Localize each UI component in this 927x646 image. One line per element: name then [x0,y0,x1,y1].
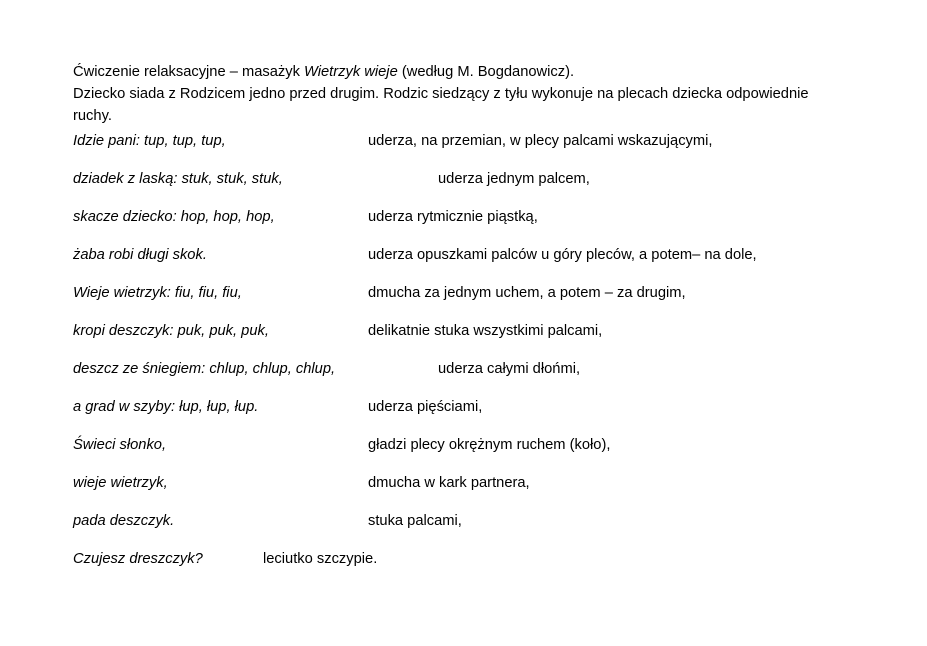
verse-action: uderza pięściami, [368,398,483,415]
verse-action: uderza rytmicznie piąstką, [368,208,538,225]
intro-line-2: Dziecko siada z Rodzicem jedno przed drugim. Rodzic siedzący z tyłu wykonuje na plecach dziecka odpowiednie ruchy. [73,86,809,124]
verse-action: uderza całymi dłońmi, [438,360,581,377]
intro-block [73,62,855,127]
intro-line-1-suffix: (według M. Bogdanowicz). [397,64,575,80]
intro-line-1 [73,62,855,83]
verse-row [73,285,855,301]
verse-row [73,133,855,149]
verse-chant: żaba robi długi skok. [73,246,207,263]
verse-chant: deszcz ze śniegiem: chlup, chlup, chlup, [73,360,336,377]
verse-action: delikatnie stuka wszystkimi palcami, [368,322,603,339]
verse-chant: pada deszczyk. [73,512,175,529]
verse-action: gładzi plecy okrężnym ruchem (koło), [368,436,611,453]
verse-chant: Czujesz dreszczyk? [73,550,203,567]
verse-chant: skacze dziecko: hop, hop, hop, [73,208,275,225]
verse-action: uderza jednym palcem, [438,170,590,187]
verse-chant: Świeci słonko, [73,436,167,453]
verse-row [73,513,855,529]
verse-action: stuka palcami, [368,512,462,529]
verse-chant: wieje wietrzyk, [73,474,168,491]
massage-title: Wietrzyk wieje [304,64,398,80]
verse-chant: Wieje wietrzyk: fiu, fiu, fiu, [73,284,242,301]
verse-row [73,551,855,567]
verse-action: uderza, na przemian, w plecy palcami wskazującymi, [368,132,713,149]
verse-chant: a grad w szyby: łup, łup, łup. [73,398,259,415]
verse-action: uderza opuszkami palców u góry pleców, a potem– na dole, [368,246,757,263]
verse-chant: dziadek z laską: stuk, stuk, stuk, [73,170,283,187]
verse-rows [73,133,855,567]
verse-row [73,323,855,339]
intro-line-1-prefix: Ćwiczenie relaksacyjne – masażyk [73,64,305,80]
verse-row [73,399,855,415]
verse-row [73,247,855,263]
verse-chant: kropi deszczyk: puk, puk, puk, [73,322,269,339]
verse-action: dmucha w kark partnera, [368,474,530,491]
verse-row [73,361,855,377]
verse-row [73,209,855,225]
verse-row [73,437,855,453]
verse-chant: Idzie pani: tup, tup, tup, [73,132,226,149]
verse-action: dmucha za jednym uchem, a potem – za drugim, [368,284,686,301]
verse-row [73,171,855,187]
verse-action: leciutko szczypie. [263,550,378,567]
verse-row [73,475,855,491]
